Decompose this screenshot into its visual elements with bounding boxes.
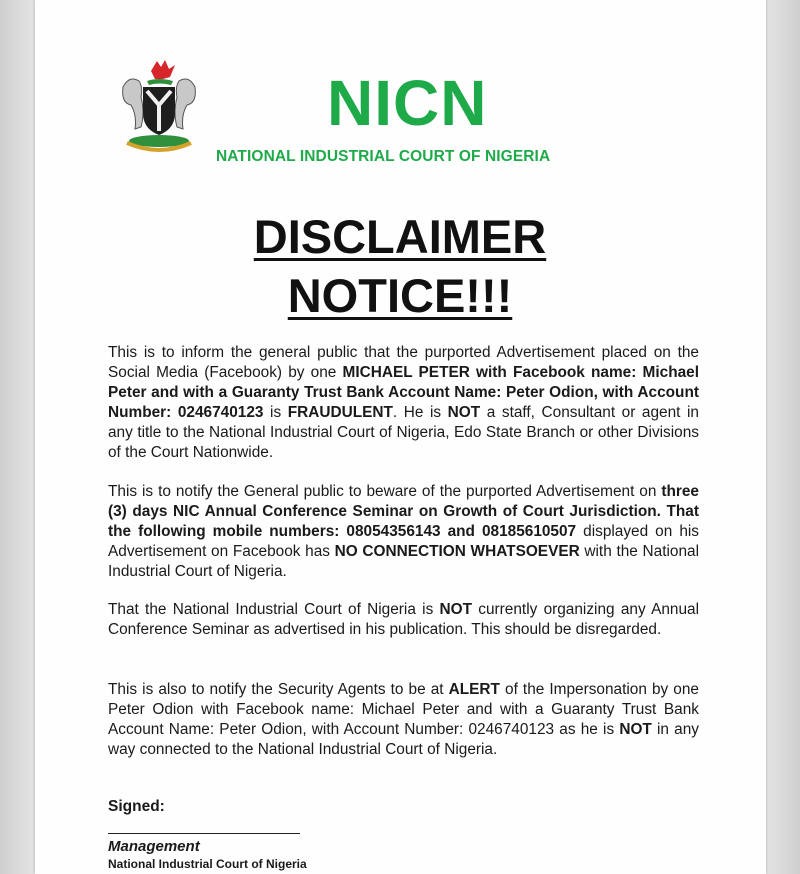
paragraph-text: a staff, Consultant or agent in any title to the National Industrial Court of Nigeria, Edo State Branch or other Divisions of the Court Nationwide. — [108, 404, 699, 461]
paragraph-no-seminar — [108, 600, 699, 640]
paragraph-text: with the National Industrial Court of Nigeria. — [108, 543, 700, 580]
paragraph-text: That the National Industrial Court of Nigeria is — [108, 601, 440, 618]
signatory-name: Management — [108, 838, 200, 855]
title-line-1-text: DISCLAIMER — [253, 210, 547, 263]
notice-title-line-2 — [0, 267, 800, 324]
scan-right-margin — [766, 0, 800, 874]
signed-label: Signed: — [108, 798, 165, 815]
paragraph-text: This is also to notify the Security Agents to be at — [108, 681, 449, 698]
paragraph-fraud-notice — [108, 343, 699, 463]
scan-left-margin — [0, 0, 35, 874]
title-line-2-text: NOTICE!!! — [287, 269, 513, 322]
paragraph-text: of the Impersonation by one Peter Odion with Facebook name: Michael Peter and with a Guaranty Trust Bank Account Name: Peter Odion, with Account Number: 0246740123 as he is — [108, 681, 699, 738]
emphasized-text: ALERT — [448, 681, 500, 698]
brand-abbreviation: NICN — [327, 67, 488, 139]
emphasized-text: NOT — [447, 404, 481, 421]
paragraph-text: displayed on his Advertisement on Facebook has — [108, 523, 699, 560]
notice-title-line-1 — [0, 208, 800, 265]
emphasized-text: MICHAEL PETER with Facebook name: Michael Peter and with a Guaranty Trust Bank Account Name: Peter Odion, with Account Number: 0246740123 — [108, 364, 699, 421]
signature-line — [108, 833, 300, 834]
paragraph-text: is — [263, 404, 288, 421]
paragraph-text: This is to notify the General public to beware of the purported Advertisement on — [108, 483, 662, 500]
paragraph-text: currently organizing any Annual Conference Seminar as advertised in his publication. This should be disregarded. — [108, 601, 699, 638]
paragraph-text: This is to inform the general public that the purported Advertisement placed on the Social Media (Facebook) by one — [108, 344, 699, 381]
emphasized-text: NOT — [619, 721, 652, 738]
brand-full-name: NATIONAL INDUSTRIAL COURT OF NIGERIA — [216, 148, 551, 165]
paragraph-text: . He is — [392, 404, 448, 421]
paragraph-beware-notice — [108, 482, 699, 582]
paragraph-text: in any way connected to the National Industrial Court of Nigeria. — [108, 721, 699, 758]
emphasized-text: NO CONNECTION WHATSOEVER — [334, 543, 580, 560]
emphasized-text: FRAUDULENT — [287, 404, 393, 421]
coat-of-arms-icon — [107, 57, 211, 157]
paragraph-security-alert — [108, 680, 699, 760]
signatory-organization: National Industrial Court of Nigeria — [108, 857, 307, 871]
emphasized-text: NOT — [439, 601, 473, 618]
emphasized-text: three (3) days NIC Annual Conference Seminar on Growth of Court Jurisdiction. That the following mobile numbers: 08054356143 and 08185610507 — [108, 483, 699, 540]
